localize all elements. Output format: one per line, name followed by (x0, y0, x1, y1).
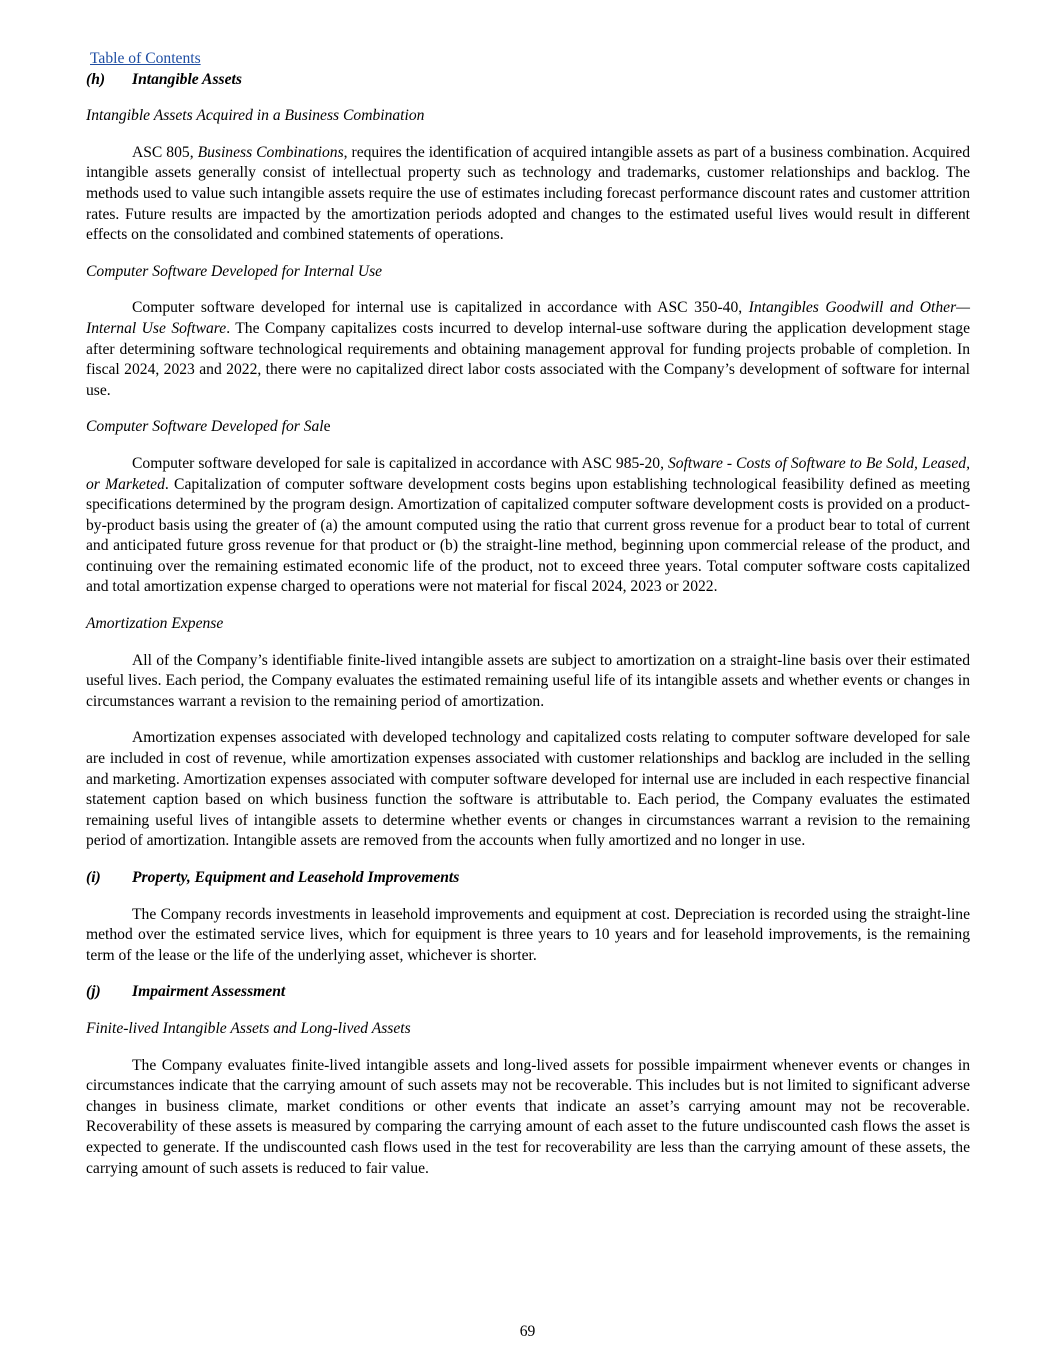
paragraph-text: Computer software developed for sale is capitalized in accordance with ASC 985-20, (132, 454, 668, 472)
paragraph-amortization-basis: All of the Company’s identifiable finite-lived intangible assets are subject to amortization on a straight-line basis over their estimated useful lives. Each period, the Company evaluates the estimated remaining useful life of its intangible assets and whether events or changes in circumstances warrant a revision to the remaining period of amortization. (86, 651, 970, 710)
section-number-i: (i) (86, 869, 101, 886)
paragraph-software-for-sale (86, 454, 970, 598)
subheading-amortization-expense: Amortization Expense (86, 615, 224, 633)
paragraph-italic-title: Intangibles Goodwill and Other—Internal Use Software (86, 299, 971, 337)
subheading-internal-use-software: Computer Software Developed for Internal Use (86, 262, 383, 280)
section-number-h: (h) (86, 70, 106, 88)
subheading-text: Computer Software Developed for Sal (86, 418, 324, 436)
section-heading-j (86, 982, 970, 1003)
paragraph-impairment: The Company evaluates finite-lived intangible assets and long-lived assets for possible impairment whenever events or changes in circumstances indicate that the carrying amount of such assets may not be recoverable. This includes but is not limited to significant adverse changes in business climate, market conditions or other events that indicate an asset’s carrying amount may not be recoverable. Recoverability of these assets is measured by comparing the carrying amount of each asset to the future undiscounted cash flows the asset is expected to generate. If the undiscounted cash flows used in the test for recoverability are less than the carrying amount of these assets, the carrying amount of such assets is reduced to fair value. (86, 1056, 970, 1177)
subheading-acquired-intangibles: Intangible Assets Acquired in a Business Combination (86, 107, 425, 125)
paragraph-text: . The Company capitalizes costs incurred to develop internal-use software during the application development stage after determining software technological requirements and obtaining management approval for funding projects probable of completion. In fiscal 2024, 2023 and 2022, there were no capitalized direct labor costs associated with the Company’s development of software for internal use. (86, 319, 971, 399)
section-heading-h (86, 70, 970, 91)
subheading-software-for-sale (86, 417, 970, 438)
section-title-h: Intangible Assets (132, 70, 242, 88)
paragraph-business-combinations (86, 143, 970, 246)
paragraph-text: ASC 805, (132, 143, 198, 161)
document-page (86, 49, 970, 1179)
table-of-contents-link[interactable]: Table of Contents (90, 50, 201, 67)
paragraph-text: Computer software developed for internal use is capitalized in accordance with ASC 350-40, (132, 299, 749, 317)
section-title-j: Impairment Assessment (132, 983, 286, 1001)
section-heading-i (86, 868, 970, 889)
section-number-j: (j) (86, 983, 101, 1001)
paragraph-italic-title: Software - Costs of Software to Be Sold, Leased, or Marketed (86, 454, 970, 493)
paragraph-text: . Capitalization of computer software development costs begins upon establishing technological feasibility defined as meeting specifications determined by the program design. Amortization of capitalized computer software development costs is provided on a product-by-product basis using the greater of (a) the amount computed using the ratio that current gross revenue for a product bear to total of current and anticipated future gross revenue for that product or (b) the straight-line method, beginning upon commercial release of the product, and continuing over the remaining estimated economic life of the product, not to exceed three years. Total computer software costs capitalized and total amortization expense charged to operations were not material for fiscal 2024, 2023 or 2022. (86, 475, 971, 596)
section-title-i: Property, Equipment and Leasehold Improvements (132, 869, 460, 886)
paragraph-italic-title: Business Combinations (197, 143, 344, 161)
paragraph-text: , requires the identification of acquired intangible assets as part of a business combination. Acquired intangible assets generally consist of intellectual property such as technology and trademarks, customer relationships and backlog. The methods used to value such intangible assets require the use of estimates including forecast performance discount rates and customer attrition rates. Future results are impacted by the amortization periods adopted and changes to the estimated useful lives would result in different effects on the consolidated and combined statements of operations. (86, 143, 970, 244)
page-number: 69 (519, 1323, 536, 1340)
subheading-text-tail: e (323, 418, 331, 436)
paragraph-internal-use-software (86, 298, 970, 401)
subheading-finite-lived-assets: Finite-lived Intangible Assets and Long-lived Assets (86, 1019, 411, 1037)
paragraph-amortization-expenses: Amortization expenses associated with developed technology and capitalized costs relating to computer software developed for sale are included in cost of revenue, while amortization expenses associated with customer relationships and backlog are included in the selling and marketing. Amortization expenses associated with computer software developed for internal use are included in each respective financial statement caption based on which business function the software is attributable to. Each period, the Company evaluates the estimated remaining useful lives of intangible assets to determine whether events or changes in circumstances warrant a revision to the remaining period of amortization. Intangible assets are removed from the accounts when fully amortized and no longer in use. (86, 729, 970, 850)
paragraph-property-equipment: The Company records investments in leasehold improvements and equipment at cost. Depreciation is recorded using the straight-line method over the estimated service lives, which for equipment is three years to 10 years and for leasehold improvements, is the remaining term of the lease or the life of the underlying asset, whichever is shorter. (86, 905, 970, 964)
